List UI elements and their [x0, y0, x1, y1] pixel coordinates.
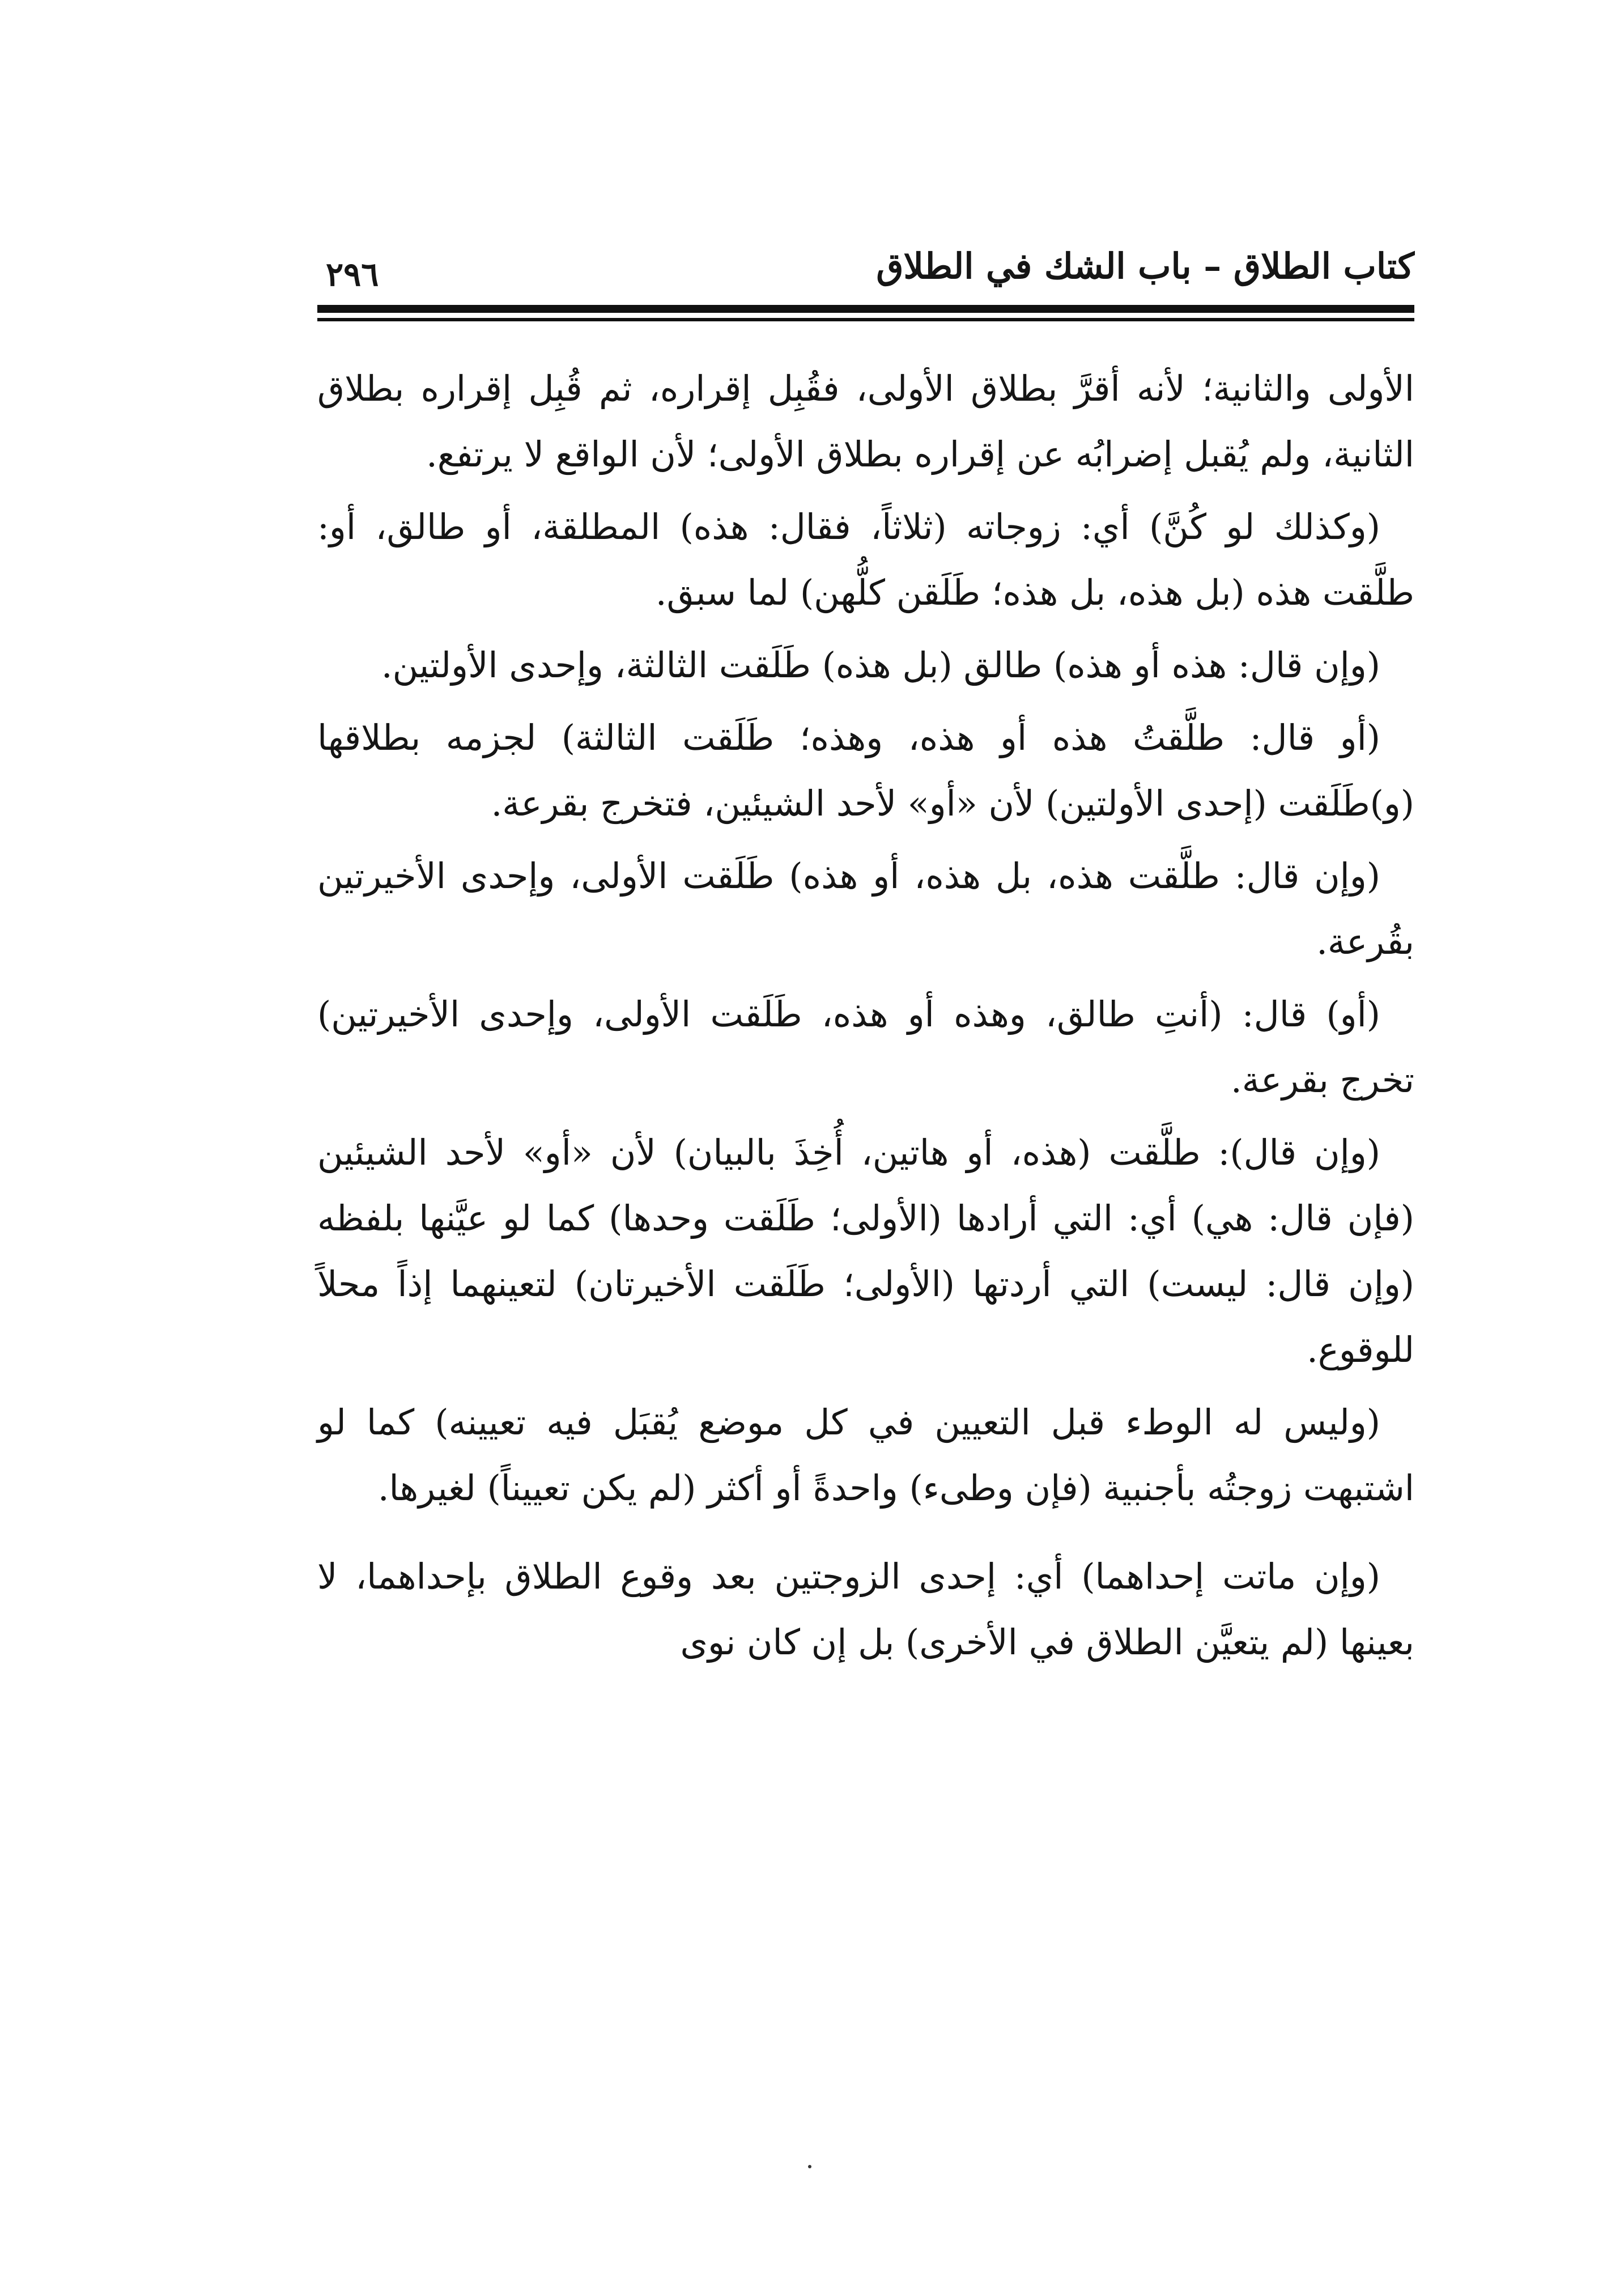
paragraph: الأولى والثانية؛ لأنه أقرَّ بطلاق الأولى، فقُبِل إقراره، ثم قُبِل إقراره بطلاق الثانية، ولم يُقبل إضرابُه عن إقراره بطلاق الأولى؛ لأن الواقع لا يرتفع. [317, 368, 1414, 475]
paragraph: (وليس له الوطء قبل التعيين في كل موضع يُقبَل فيه تعيينه) كما لو اشتبهت زوجتُه بأجنبية (فإن وطىء) واحدةً أو أكثر (لم يكن تعييناً) لغيرها. [317, 1402, 1414, 1509]
page-number: ٢٩٦ [326, 255, 379, 294]
paragraph: (أو قال: طلَّقتُ هذه أو هذه، وهذه؛ طَلَقت الثالثة) لجزمه بطلاقها (و)طَلَقت (إحدى الأولتين) لأن «أو» لأحد الشيئين، فتخرج بقرعة. [317, 717, 1414, 824]
header-rule-thick [317, 305, 1414, 313]
paragraph: (وإن قال): طلَّقت (هذه، أو هاتين، أُخِذَ بالبيان) لأن «أو» لأحد الشيئين (فإن قال: هي) أي: التي أرادها (الأولى؛ طَلَقت وحدها) كما لو عيَّنها بلفظه (وإن قال: ليست) التي أردتها (الأولى؛ طَلَقت الأخيرتان) لتعينهما إذاً محلاً للوقوع. [317, 1132, 1414, 1370]
paragraph: (وكذلك لو كُنَّ) أي: زوجاته (ثلاثاً، فقال: هذه) المطلقة، أو طالق، أو: طلَّقت هذه (بل هذه، بل هذه؛ طَلَقن كلُّهن) لما سبق. [317, 506, 1414, 613]
body-text [317, 356, 1414, 1682]
chapter-title: كتاب الطلاق – باب الشك في الطلاق [876, 245, 1414, 287]
paragraph: (وإن قال: هذه أو هذه) طالق (بل هذه) طَلَقت الثالثة، وإحدى الأولتين. [381, 644, 1380, 686]
paragraph: (وإن قال: طلَّقت هذه، بل هذه، أو هذه) طَلَقت الأولى، وإحدى الأخيرتين بقُرعة. [317, 855, 1414, 962]
header-rule-thin [317, 318, 1414, 321]
paragraph: (أو) قال: (أنتِ طالق، وهذه أو هذه، طَلَقت الأولى، وإحدى الأخيرتين) تخرج بقرعة. [317, 993, 1414, 1101]
paragraph: (وإن ماتت إحداهما) أي: إحدى الزوجتين بعد وقوع الطلاق بإحداهما، لا بعينها (لم يتعيَّن الطلاق في الأخرى) بل إن كان نوى [317, 1556, 1414, 1663]
running-header [326, 241, 1414, 303]
scan-speck [808, 2165, 811, 2168]
